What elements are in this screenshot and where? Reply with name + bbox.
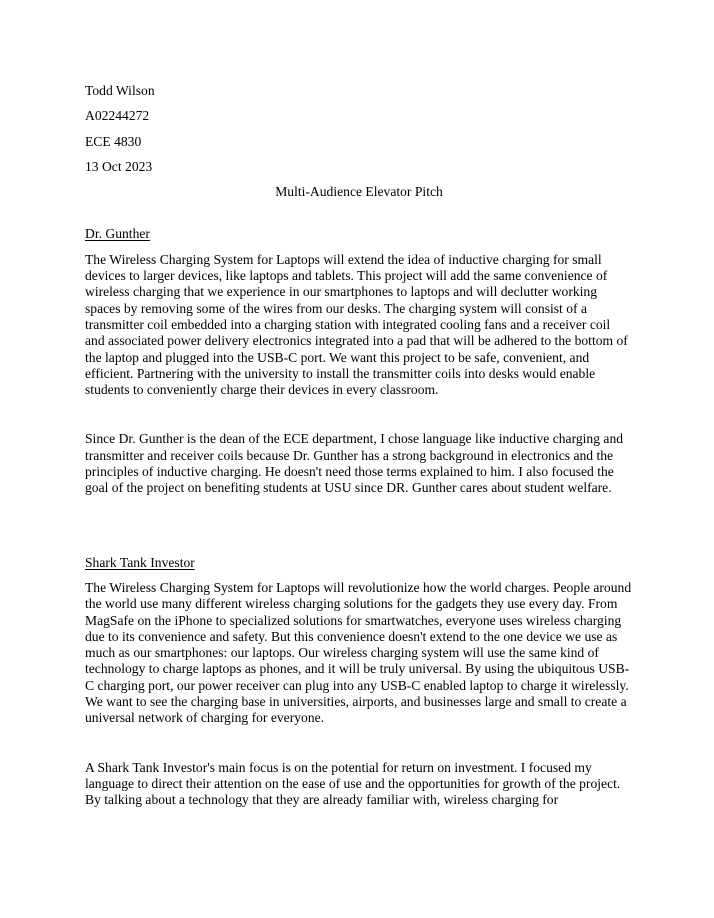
document-page bbox=[85, 83, 633, 809]
section-heading: Dr. Gunther bbox=[85, 226, 150, 242]
pitch-paragraph: The Wireless Charging System for Laptops will revolutionize how the world charges. People around the world use many different wireless charging solutions for the gadgets they use every day. From MagSafe on the iPhone to specialized solutions for smartwatches, everyone uses wireless charging due to its convenience and safety. But this convenience doesn't extend to the one device we use as much as our smartphones: our laptops. Our wireless charging system will use the same kind of technology to charge laptops as phones, and it will be truly universal. By using the ubiquitous USB-C charging port, our power receiver can plug into any USB-C enabled laptop to charge it wirelessly. We want to see the charging base in universities, airports, and businesses large and small to create a universal network of charging for everyone. bbox=[85, 579, 632, 726]
section-heading: Shark Tank Investor bbox=[85, 554, 195, 570]
analysis-paragraph: Since Dr. Gunther is the dean of the ECE department, I chose language like inductive charging and transmitter and receiver coils because Dr. Gunther has a strong background in electronics and the principles of inductive charging. He doesn't need those terms explained to him. I also focused the goal of the project on benefiting students at USU since DR. Gunther cares about student welfare. bbox=[85, 431, 624, 496]
author-name: Todd Wilson bbox=[85, 83, 155, 98]
pitch-paragraph: The Wireless Charging System for Laptops will extend the idea of inductive charging for small devices to larger devices, like laptops and tablets. This project will add the same convenience of wireless charging that we experience in our smartphones to laptops and will declutter working spaces by removing some of the wires from our desks. The charging system will consist of a transmitter coil embedded into a charging station with integrated cooling fans and a receiver coil and associated power delivery electronics integrated into a pad that will be adhered to the bottom of the laptop and plugged into the USB-C port. We want this project to be safe, convenient, and efficient. Partnering with the university to install the transmitter coils into desks would enable students to conveniently charge their devices in every classroom. bbox=[85, 251, 628, 398]
document-title: Multi-Audience Elevator Pitch bbox=[275, 184, 443, 200]
document-date: 13 Oct 2023 bbox=[85, 158, 153, 174]
course-code: ECE 4830 bbox=[85, 133, 142, 149]
analysis-paragraph: A Shark Tank Investor's main focus is on the potential for return on investment. I focused my language to direct their attention on the ease of use and the opportunities for growth of the project. By talking about a technology that they are already familiar with, wireless charging for bbox=[85, 759, 621, 808]
section-shark-tank-investor bbox=[85, 555, 633, 809]
section-dr-gunther bbox=[85, 226, 633, 496]
student-id: A02244272 bbox=[85, 108, 150, 124]
